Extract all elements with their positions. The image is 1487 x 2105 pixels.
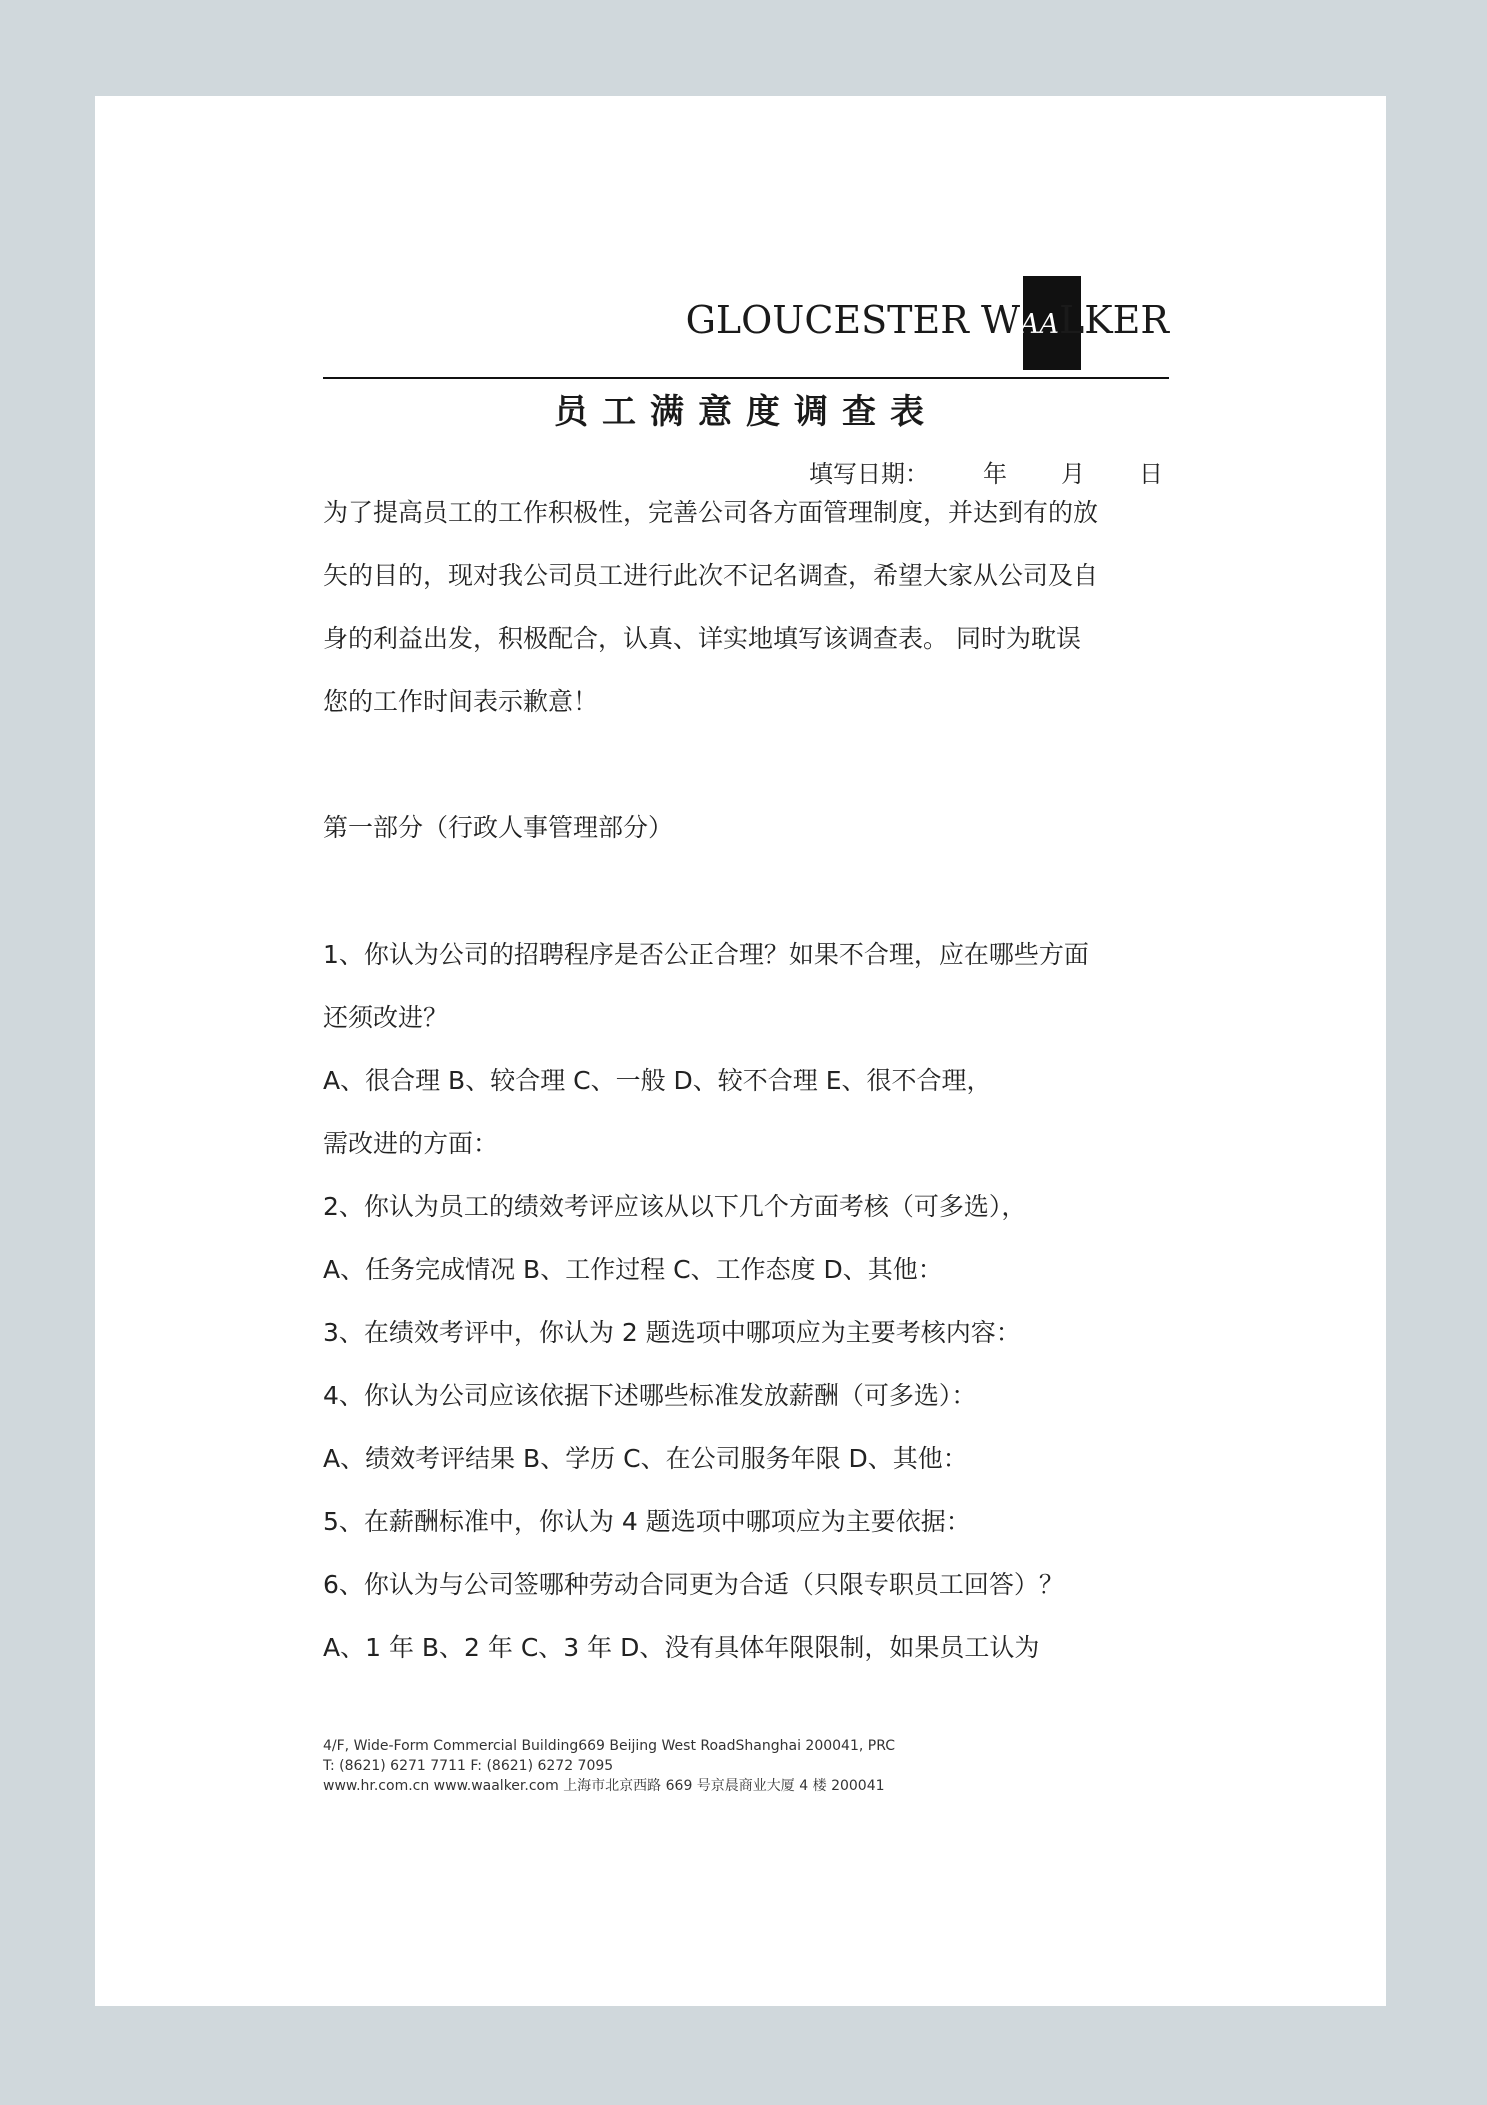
date-year: 年 <box>983 460 1007 488</box>
footer-line: 4/F, Wide-Form Commercial Building669 Beijing West RoadShanghai 200041, PRC <box>323 1738 895 1754</box>
answer-options: A、1 年 B、2 年 C、3 年 D、没有具体年限限制，如果员工认为 <box>323 1633 1040 1662</box>
intro-line: 您的工作时间表示歉意！ <box>323 687 599 716</box>
intro-line: 为了提高员工的工作积极性，完善公司各方面管理制度，并达到有的放 <box>323 498 1099 527</box>
question-line: 4、你认为公司应该依据下述哪些标准发放薪酬（可多选）： <box>323 1381 977 1410</box>
date-label: 填写日期： <box>809 460 929 488</box>
section-heading: 第一部分（行政人事管理部分） <box>323 813 674 842</box>
answer-options: A、任务完成情况 B、工作过程 C、工作态度 D、其他： <box>323 1255 943 1284</box>
question-line: 6、你认为与公司签哪种劳动合同更为合适（只限专职员工回答）？ <box>323 1570 1064 1599</box>
header-rule <box>323 377 1169 379</box>
question-line: 3、在绩效考评中，你认为 2 题选项中哪项应为主要考核内容： <box>323 1318 1021 1347</box>
question-line: 需改进的方面： <box>323 1129 499 1158</box>
date-line <box>809 454 1163 489</box>
logo-text: GLOUCESTER WaaLKER <box>685 298 1169 342</box>
intro-line: 身的利益出发，积极配合，认真、详实地填写该调查表。 同时为耽误 <box>323 624 1081 653</box>
footer-line: T: (8621) 6271 7711 F: (8621) 6272 7095 <box>323 1758 614 1774</box>
question-line: 2、你认为员工的绩效考评应该从以下几个方面考核（可多选）， <box>323 1192 1027 1221</box>
question-line: 还须改进？ <box>323 1003 449 1032</box>
intro-line: 矢的目的，现对我公司员工进行此次不记名调查，希望大家从公司及自 <box>323 561 1099 590</box>
document-title: 员工满意度调查表 <box>554 392 938 432</box>
answer-options: A、绩效考评结果 B、学历 C、在公司服务年限 D、其他： <box>323 1444 968 1473</box>
answer-options: A、很合理 B、较合理 C、一般 D、较不合理 E、很不合理， <box>323 1066 992 1095</box>
document-page <box>95 96 1386 2006</box>
footer-line: www.hr.com.cn www.waalker.com 上海市北京西路 669 号京晨商业大厦 4 楼 200041 <box>323 1778 885 1794</box>
date-day: 日 <box>1139 460 1163 488</box>
company-logo <box>685 276 1169 372</box>
footer-address <box>323 1736 895 1796</box>
question-line: 5、在薪酬标准中，你认为 4 题选项中哪项应为主要依据： <box>323 1507 971 1536</box>
date-month: 月 <box>1061 460 1085 488</box>
question-line: 1、你认为公司的招聘程序是否公正合理？如果不合理，应在哪些方面 <box>323 940 1089 969</box>
